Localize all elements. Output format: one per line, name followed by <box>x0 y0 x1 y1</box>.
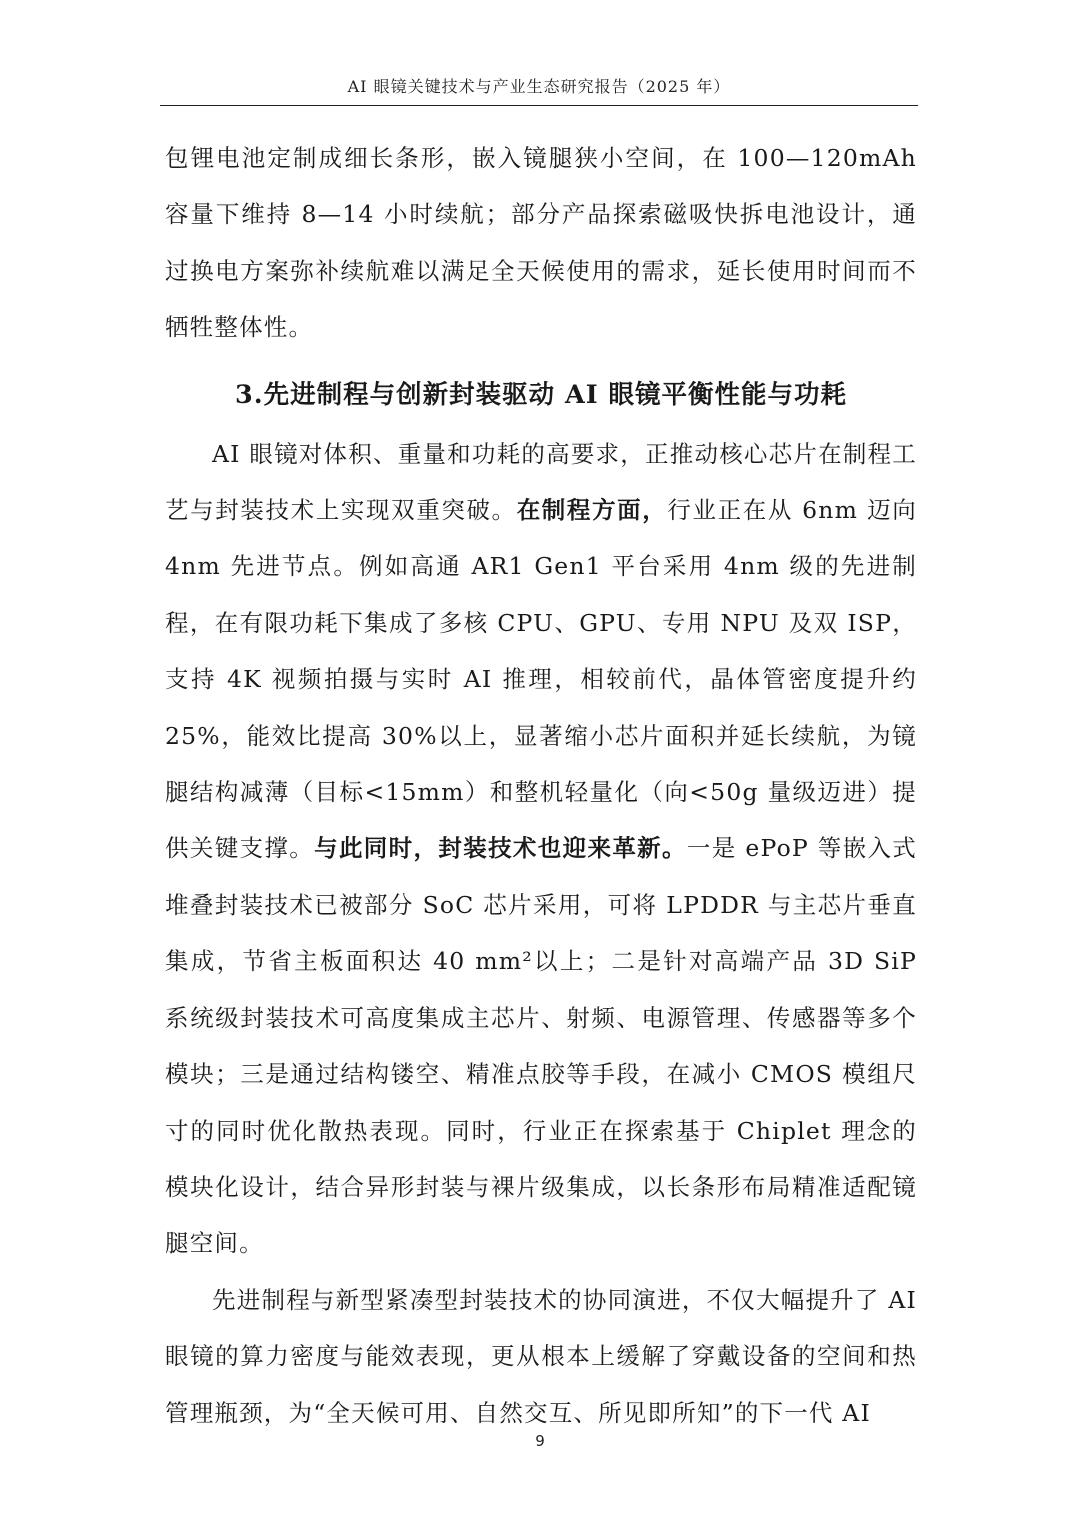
body-paragraph-2 <box>165 426 917 1272</box>
body-paragraph-1: 包锂电池定制成细长条形，嵌入镜腿狭小空间，在 100—120mAh 容量下维持 8—14 小时续航；部分产品探索磁吸快拆电池设计，通过换电方案弥补续航难以满足全天候使用的需求，延长使用时间而不牺牲整体性。 <box>165 144 917 342</box>
paragraph-text: AI 眼镜对体积、重量和功耗的高要求，正推动核心芯片在制程工艺与封装技术上实现双重突破。 <box>165 439 917 525</box>
page-header: AI 眼镜关键技术与产业生态研究报告（2025 年） <box>160 74 918 106</box>
body-paragraph-3: 先进制程与新型紧凑型封装技术的协同演进，不仅大幅提升了 AI 眼镜的算力密度与能效表现，更从根本上缓解了穿戴设备的空间和热管理瓶颈，为“全天候可用、自然交互、所见即所知”的下一代 AI <box>165 1285 917 1427</box>
page-number: 9 <box>535 1432 545 1450</box>
paragraph-text: 行业正在从 6nm 迈向 4nm 先进节点。例如高通 AR1 Gen1 平台采用 4nm 级的先进制程，在有限功耗下集成了多核 CPU、GPU、专用 NPU 及双 ISP，支持 4K 视频拍摄与实时 AI 推理，相较前代，晶体管密度提升约 25%，能效比提高 30%以上，显著缩小芯片面积并延长续航，为镜腿结构减薄（目标<15mm）和整机轻量化（向<50g 量级迈进）提供关键支撑。 <box>165 496 917 863</box>
bold-lead-packaging: 与此同时，封装技术也迎来革新。 <box>314 834 687 863</box>
bold-lead-process: 在制程方面， <box>516 496 668 525</box>
section-heading: 3.先进制程与创新封装驱动 AI 眼镜平衡性能与功耗 <box>234 379 848 410</box>
document-body <box>165 130 917 1441</box>
paragraph-text: 一是 ePoP 等嵌入式堆叠封装技术已被部分 SoC 芯片采用，可将 LPDDR 与主芯片垂直集成，节省主板面积达 40 mm²以上；二是针对高端产品 3D SiP 系统级封装技术可高度集成主芯片、射频、电源管理、传感器等多个模块；三是通过结构镂空、精准点胶等手段，在减小 CMOS 模组尺寸的同时优化散热表现。同时，行业正在探索基于 Chiplet 理念的模块化设计，结合异形封装与裸片级集成，以长条形布局精准适配镜腿空间。 <box>165 834 917 1258</box>
